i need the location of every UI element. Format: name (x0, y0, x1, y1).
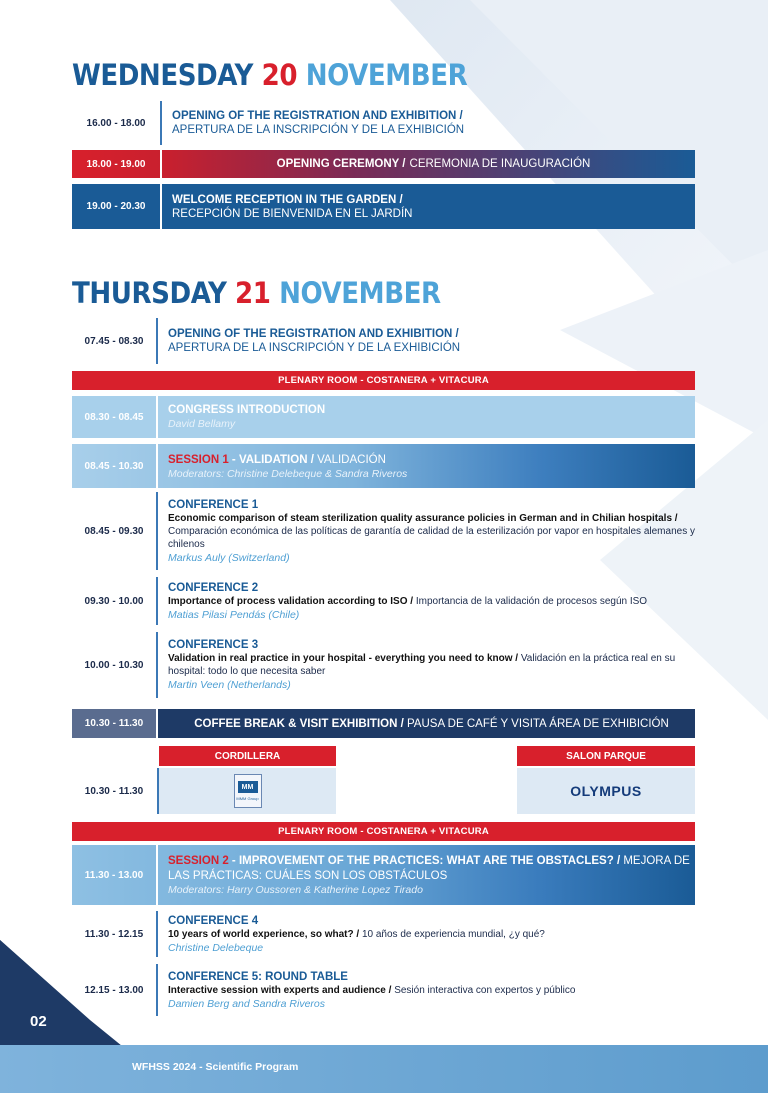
conference-heading: CONFERENCE 3 (168, 639, 259, 651)
time-slot: 16.00 - 18.00 (86, 117, 146, 129)
footer-text: WFHSS 2024 - Scientific Program (132, 1061, 299, 1073)
time-slot: 19.00 - 20.30 (86, 201, 146, 212)
schedule-row (72, 184, 695, 229)
row-title: CONGRESS INTRODUCTION (168, 404, 326, 416)
row-title: COFFEE BREAK & VISIT EXHIBITION / (194, 717, 404, 730)
room-cordillera-header: CORDILLERA (159, 746, 336, 766)
conference-heading: CONFERENCE 4 (168, 914, 259, 927)
schedule-row (72, 492, 695, 570)
schedule-row (72, 709, 695, 738)
row-subtitle: CEREMONIA DE INAUGURACIÓN (409, 158, 591, 170)
schedule-row (72, 964, 695, 1016)
speaker-name: Matias Pilasi Pendás (Chile) (168, 608, 300, 621)
time-slot: 11.30 - 12.15 (84, 928, 144, 940)
conference-description: Validation in real practice in your hospital - everything you need to know / Validación en la práctica real en su hospital: todo lo que necesita saber (168, 653, 676, 677)
time-slot: 10.00 - 10.30 (84, 659, 144, 671)
row-title: OPENING OF THE REGISTRATION AND EXHIBITION / (168, 328, 459, 340)
schedule-row (72, 577, 695, 625)
room-salon-parque-header: SALON PARQUE (517, 746, 695, 766)
page-number: 02 (30, 1013, 47, 1030)
schedule-row (72, 632, 695, 698)
schedule-row (72, 150, 695, 178)
time-slot: 08.45 - 10.30 (84, 460, 144, 472)
day-number: 20 (261, 58, 298, 92)
conference-description: Economic comparison of steam sterilization quality assurance policies in German and in Chilian hospitals / Comparación económica de las políticas de garantía de calidad de la esterilización por vapor en hospitales alemanes y chilenos (168, 512, 695, 550)
time-slot: 18.00 - 19.00 (86, 158, 146, 170)
moderators: Moderators: Harry Oussoren & Katherine Lopez Tirado (168, 884, 423, 896)
time-slot: 12.15 - 13.00 (84, 984, 144, 996)
month-name: NOVEMBER (279, 276, 441, 310)
conference-description: Interactive session with experts and audience / Sesión interactiva con expertos y público (168, 984, 576, 996)
conference-heading: CONFERENCE 2 (168, 581, 259, 594)
row-subtitle: PAUSA DE CAFÉ Y VISITA ÁREA DE EXHIBICIÓN (403, 717, 669, 730)
time-slot: 11.30 - 13.00 (84, 869, 144, 881)
speaker-name: David Bellamy (168, 418, 236, 430)
row-title: OPENING OF THE REGISTRATION AND EXHIBITION / (172, 110, 463, 122)
schedule-row (72, 101, 695, 145)
row-subtitle: VALIDACIÓN (313, 453, 386, 466)
row-title: OPENING CEREMONY / (276, 158, 406, 170)
conference-heading: CONFERENCE 1 (168, 498, 259, 511)
speaker-name: Markus Auly (Switzerland) (168, 551, 290, 564)
schedule-row (72, 911, 695, 957)
wednesday-title (72, 58, 467, 92)
day-name: WEDNESDAY (72, 58, 253, 92)
schedule-row (72, 444, 695, 488)
mmm-group-logo: MM MMM Group (159, 768, 336, 814)
time-slot: 08.45 - 09.30 (84, 525, 144, 537)
time-slot: 07.45 - 08.30 (84, 335, 144, 347)
schedule-row (72, 318, 695, 364)
speaker-name: Martin Veen (Netherlands) (168, 679, 291, 691)
schedule-row (72, 845, 695, 905)
session-label: SESSION 1 (168, 453, 229, 466)
plenary-room-banner: PLENARY ROOM - COSTANERA + VITACURA (72, 822, 695, 841)
row-subtitle: APERTURA DE LA INSCRIPCIÓN Y DE LA EXHIBICIÓN (168, 342, 461, 354)
olympus-logo: OLYMPUS (517, 768, 695, 814)
row-subtitle: APERTURA DE LA INSCRIPCIÓN Y DE LA EXHIBICIÓN (172, 124, 465, 136)
month-name: NOVEMBER (305, 58, 468, 92)
conference-description: Importance of process validation according to ISO / Importancia de la validación de procesos según ISO (168, 595, 648, 607)
speaker-name: Christine Delebeque (168, 941, 264, 954)
moderators: Moderators: Christine Delebeque & Sandra Riveros (168, 467, 408, 480)
time-slot: 09.30 - 10.00 (84, 595, 144, 607)
row-subtitle: RECEPCIÓN DE BIENVENIDA EN EL JARDÍN (172, 207, 413, 220)
time-slot: 10.30 - 11.30 (72, 709, 156, 738)
conference-heading: CONFERENCE 5: ROUND TABLE (168, 970, 348, 983)
row-title: - VALIDATION / (228, 453, 314, 466)
day-name: THURSDAY (72, 276, 227, 310)
row-title: - IMPROVEMENT OF THE PRACTICES: WHAT ARE THE OBSTACLES? / (228, 855, 621, 867)
row-title: WELCOME RECEPTION IN THE GARDEN / (172, 193, 403, 206)
session-label: SESSION 2 (168, 855, 229, 867)
time-slot: 10.30 - 11.30 (84, 785, 144, 797)
conference-description: 10 years of world experience, so what? / 10 años de experiencia mundial, ¿y qué? (168, 928, 545, 940)
row-subtitle: MEJORA DE LAS PRÁCTICAS: CUÁLES SON LOS OBSTÁCULOS (168, 855, 690, 882)
time-slot: 08.30 - 08.45 (84, 411, 144, 423)
thursday-title (72, 276, 441, 310)
day-number: 21 (235, 276, 271, 310)
schedule-row (72, 396, 695, 438)
speaker-name: Damien Berg and Sandra Riveros (168, 997, 325, 1010)
plenary-room-banner: PLENARY ROOM - COSTANERA + VITACURA (72, 371, 695, 390)
